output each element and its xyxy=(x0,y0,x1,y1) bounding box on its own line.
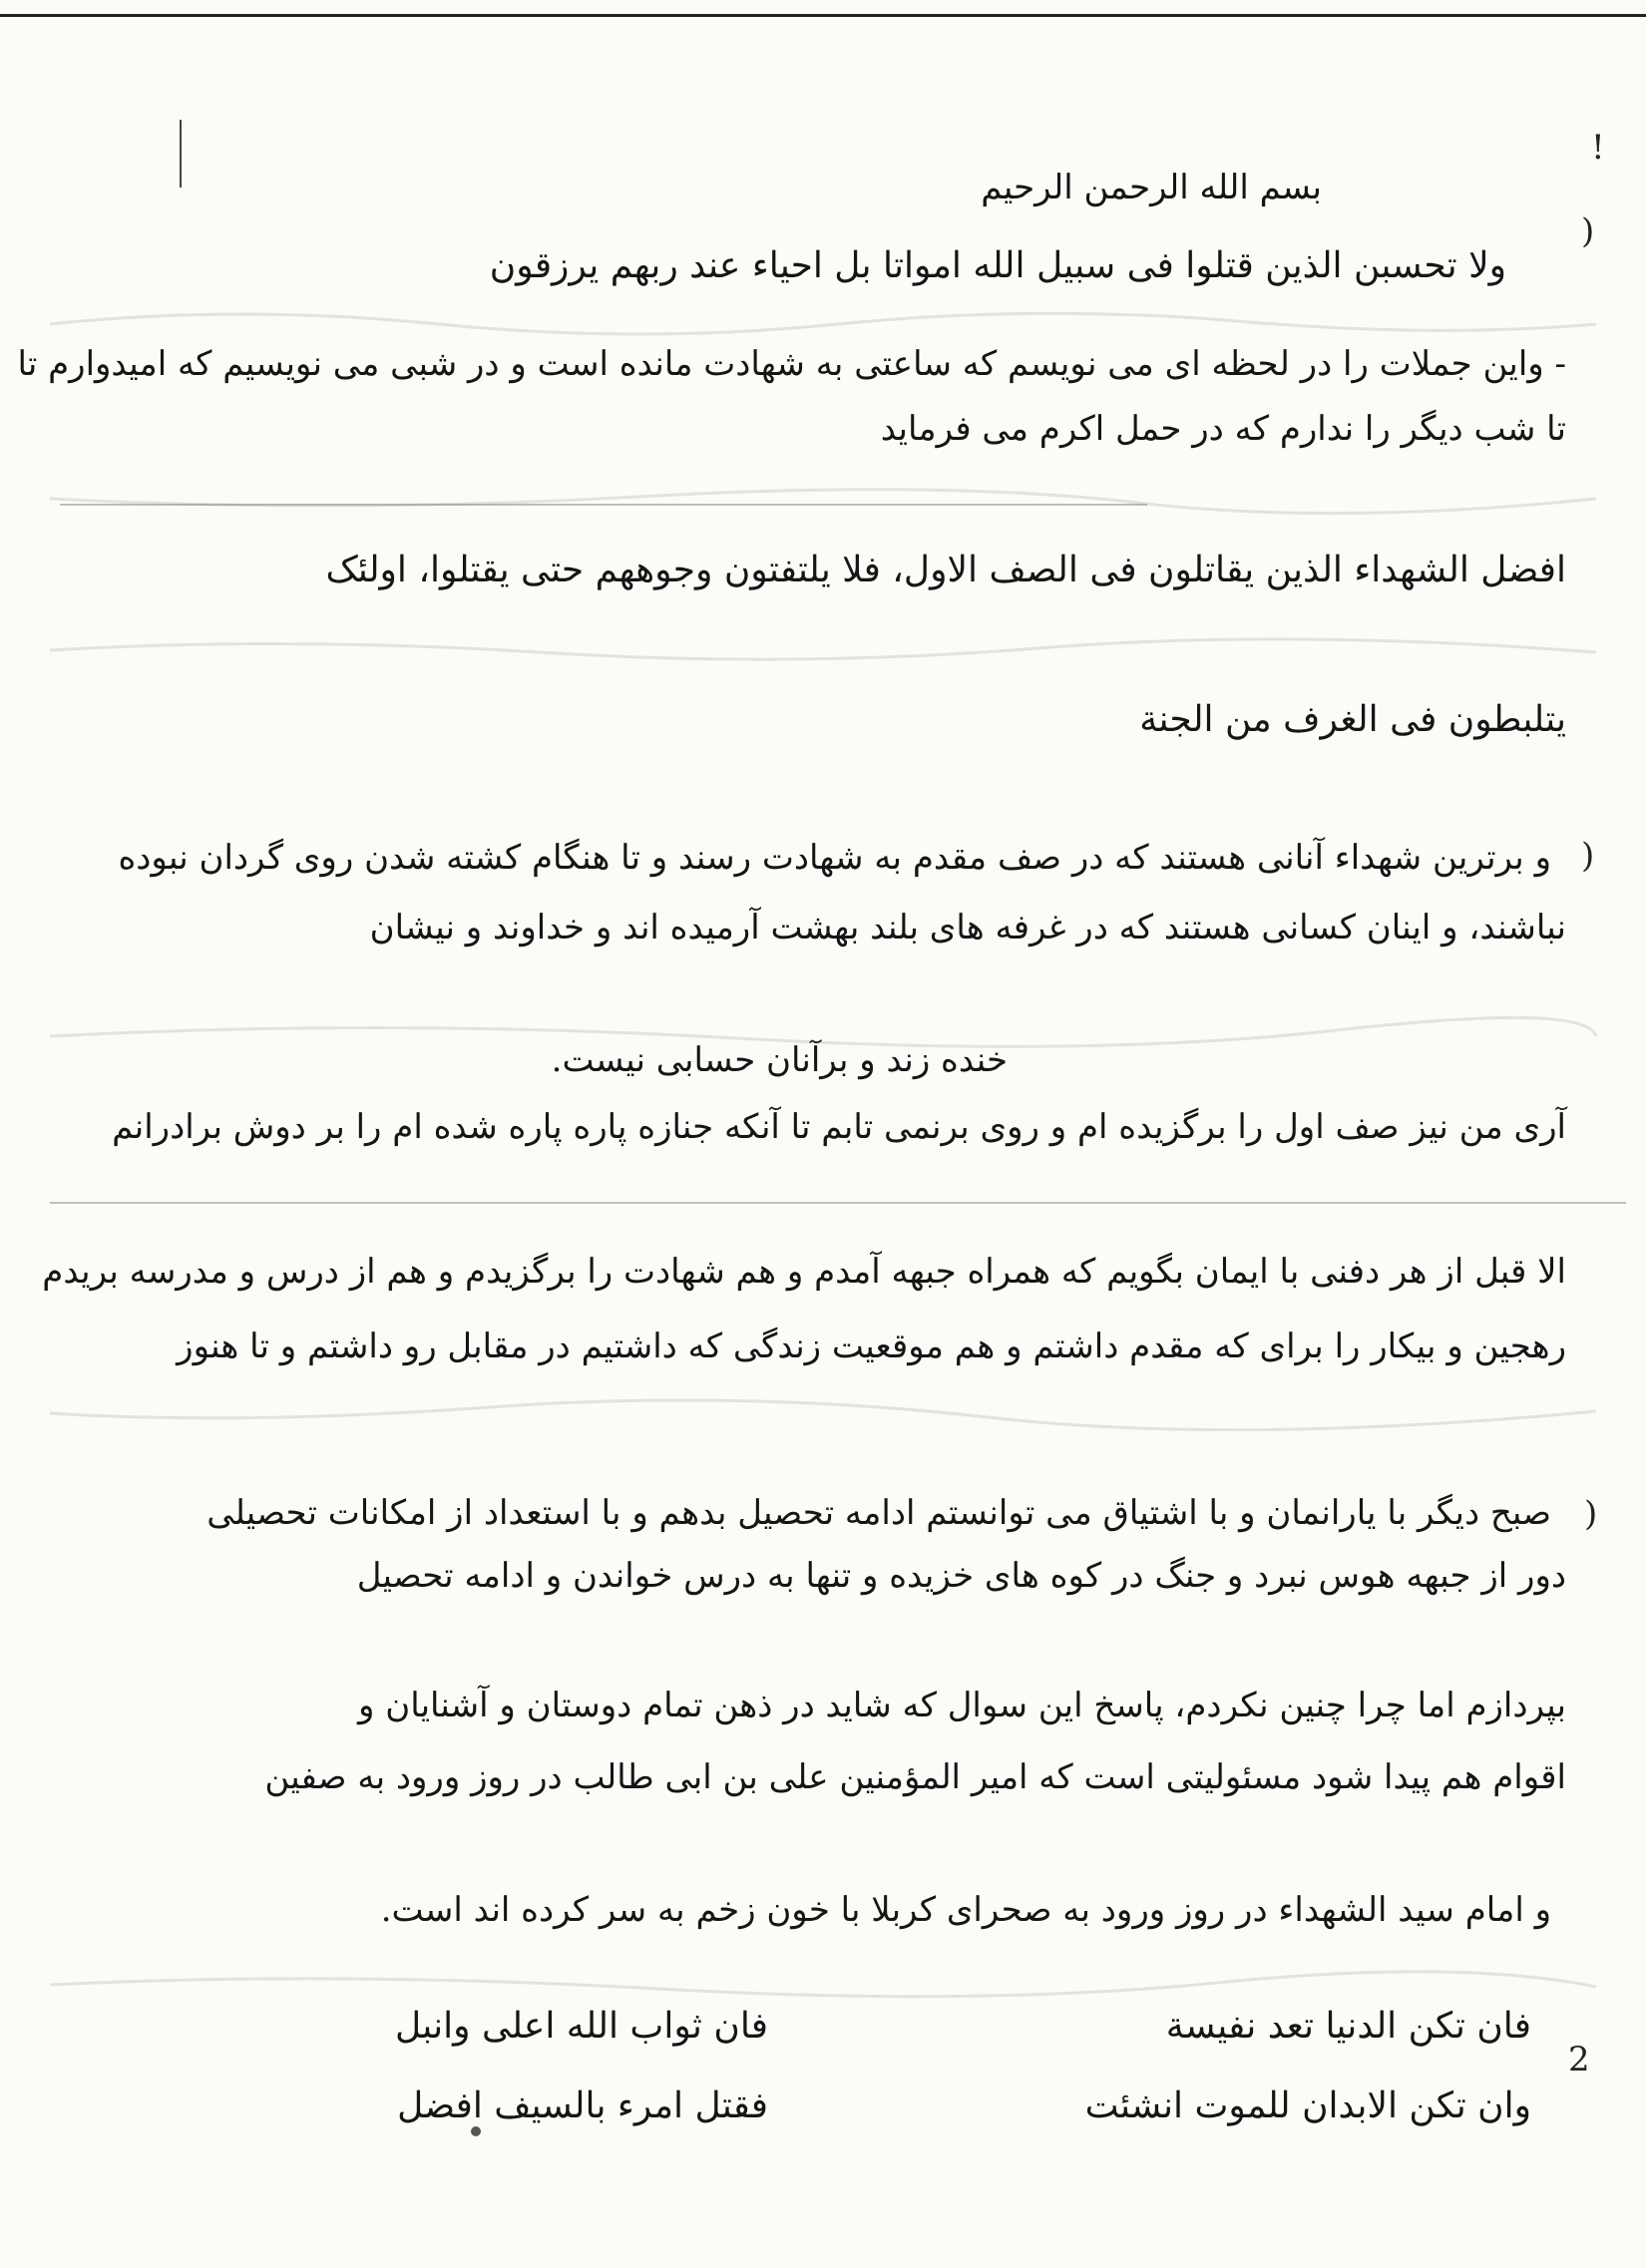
bleed-through-text xyxy=(40,1391,1606,1431)
margin-mark: 2 xyxy=(1568,2040,1590,2079)
ink-dot xyxy=(471,2126,481,2136)
basmala-heading: بسم الله الرحمن الرحیم xyxy=(981,168,1322,207)
poem-hemistich: وان تکن الابدان للموت انشئت xyxy=(1084,2085,1531,2126)
text-line: دور از جبهه هوس نبرد و جنگ در کوه های خزیده و تنها به درس خواندن و ادامه تحصیل xyxy=(356,1556,1566,1596)
text-line: اقوام هم پیدا شود مسئولیتی است که امیر المؤمنین علی بن ابی طالب در روز ورود به صفین xyxy=(264,1757,1566,1797)
text-line: خنده زند و برآنان حسابی نیست. xyxy=(551,1040,1008,1080)
margin-mark: ! xyxy=(1591,128,1605,168)
top-border-line xyxy=(0,14,1646,17)
pen-stroke-mark xyxy=(180,120,182,188)
text-line: و امام سید الشهداء در روز ورود به صحرای کربلا با خون زخم به سر کرده اند است. xyxy=(380,1890,1551,1930)
hadith-line: یتلبطون فی الغرف من الجنة xyxy=(1139,699,1566,740)
text-line: - واین جملات را در لحظه ای می نویسم که ساعتی به شهادت مانده است و در شبی می نویسیم که امیدوارم تا xyxy=(17,344,1566,384)
text-line: تا شب دیگر را ندارم که در حمل اکرم می فرماید xyxy=(880,409,1566,449)
text-line: و برترین شهداء آنانی هستند که در صف مقدم به شهادت رسند و تا هنگام کشته شدن روی گردان نبوده xyxy=(118,838,1551,878)
bleed-through-text xyxy=(40,299,1606,339)
poem-hemistich: فقتل امرء بالسیف افضل xyxy=(397,2085,768,2126)
quran-verse-line: ولا تحسبن الذین قتلوا فی سبیل الله امواتا بل احیاء عند ربهم یرزقون xyxy=(489,245,1506,286)
text-line: آری من نیز صف اول را برگزیده ام و روی برنمی تابم تا آنکه جنازه پاره پاره شده ام را بر دوش برادرانم xyxy=(112,1107,1566,1147)
bleed-through-text xyxy=(40,1965,1606,2005)
text-line: رهجین و بیکار را برای که مقدم داشتم و هم موقعیت زندگی که داشتیم در مقابل رو داشتم و تا هنوز xyxy=(177,1326,1566,1366)
margin-mark: ) xyxy=(1581,211,1595,251)
bleed-through-text xyxy=(40,628,1606,668)
margin-mark: ) xyxy=(1581,836,1595,876)
poem-hemistich: فان ثواب الله اعلی وانبل xyxy=(394,2006,768,2047)
bleed-through-text xyxy=(40,479,1606,519)
text-line: صبح دیگر با یارانمان و با اشتیاق می توانستم ادامه تحصیل بدهم و با استعداد از امکانات تحصیلی xyxy=(206,1493,1551,1533)
text-line: نباشند، و اینان کسانی هستند که در غرفه های بلند بهشت آرمیده اند و خداوند و نیشان xyxy=(369,908,1566,947)
margin-mark: ) xyxy=(1584,1494,1598,1534)
poem-hemistich: فان تکن الدنیا تعد نفیسة xyxy=(1165,2006,1531,2047)
text-line: الا قبل از هر دفنی با ایمان بگویم که همراه جبهه آمدم و هم شهادت را برگزیدم و هم از درس و مدرسه بریدم xyxy=(42,1252,1566,1292)
hadith-line: افضل الشهداء الذین یقاتلون فی الصف الاول، فلا یلتفتون وجوههم حتی یقتلوا، اولئک xyxy=(325,550,1566,590)
guide-line xyxy=(50,1202,1626,1204)
text-line: بپردازم اما چرا چنین نکردم، پاسخ این سوال که شاید در ذهن تمام دوستان و آشنایان و xyxy=(358,1686,1566,1725)
